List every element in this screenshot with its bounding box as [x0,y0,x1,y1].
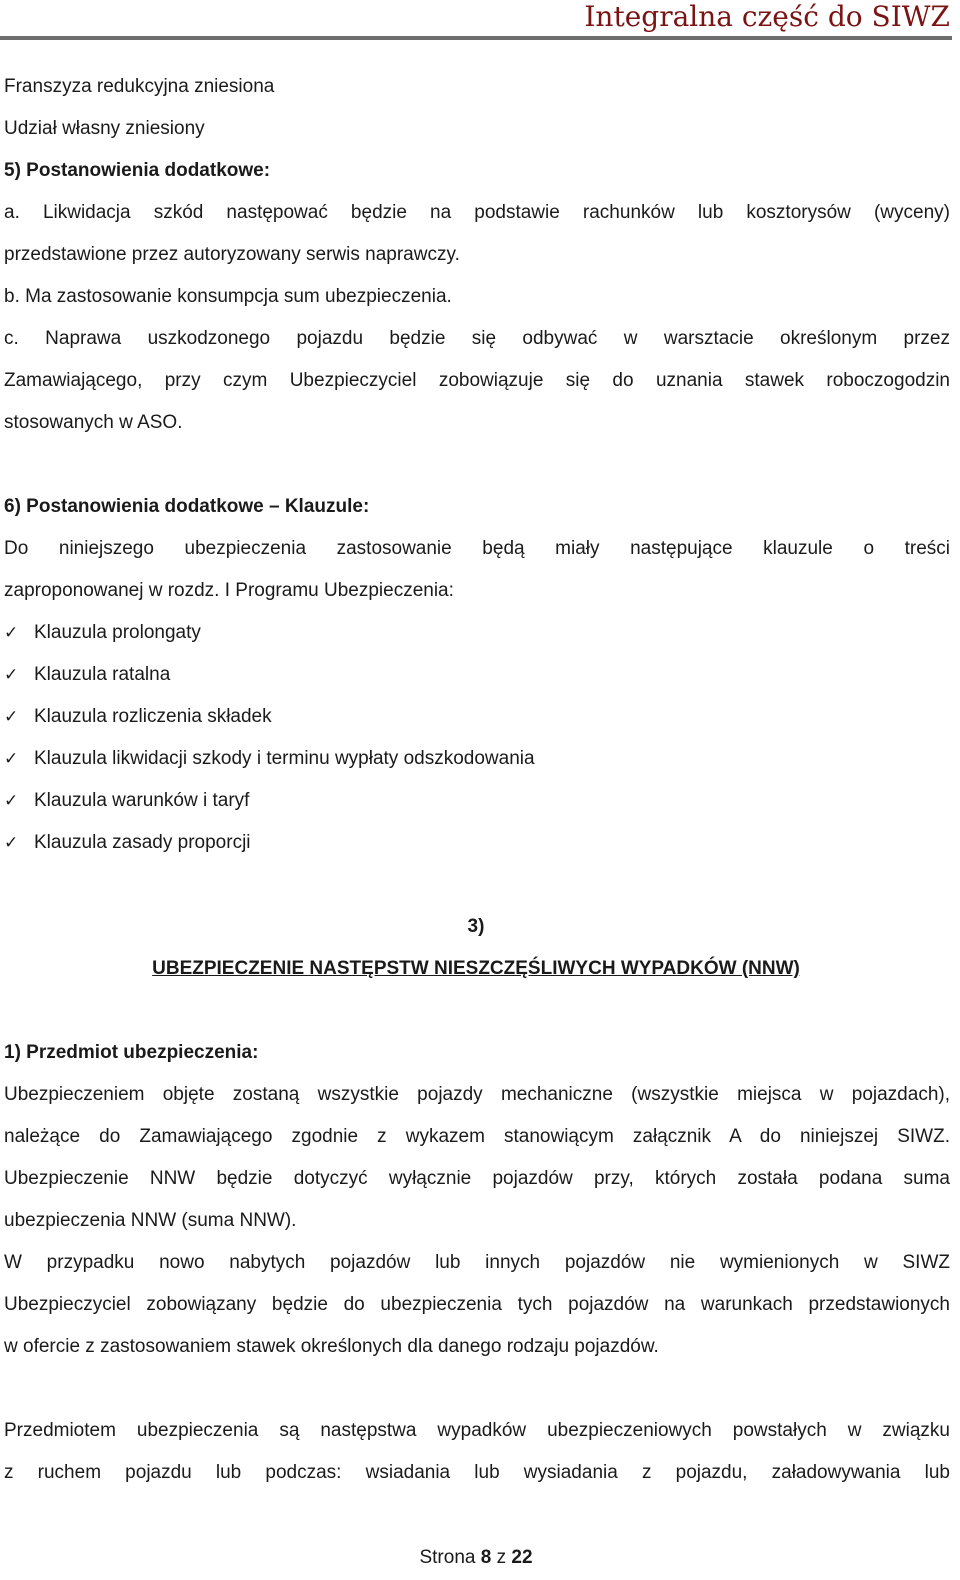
text-line: Udział własny zniesiony [4,118,205,139]
checkmark-icon: ✓ [4,833,19,853]
text-line: Do niniejszego ubezpieczenia zastosowanie będą miały następujące klauzule o treści [4,538,950,559]
footer-page-number: 8 [480,1547,492,1568]
text-line: należące do Zamawiającego zgodnie z wykazem stanowiącym załącznik A do niniejszej SIWZ. [4,1126,950,1147]
clause-label: Klauzula warunków i taryf [34,790,250,811]
footer-separator: z [496,1547,507,1568]
clause-item [4,746,950,772]
section-heading: 6) Postanowienia dodatkowe – Klauzule: [4,496,370,517]
text-line: a. Likwidacja szkód następować będzie na podstawie rachunków lub kosztorysów (wyceny) [4,202,950,223]
text-line: Ubezpieczyciel zobowiązany będzie do ubezpieczenia tych pojazdów na warunkach przedstawionych [4,1294,950,1315]
text-line: ubezpieczenia NNW (suma NNW). [4,1210,297,1231]
clause-label: Klauzula rozliczenia składek [34,706,272,727]
text-line: Zamawiającego, przy czym Ubezpieczyciel zobowiązuje się do uznania stawek roboczogodzin [4,370,950,391]
checkmark-icon: ✓ [4,749,19,769]
checkmark-icon: ✓ [4,665,19,685]
clause-item [4,788,950,814]
text-line: z ruchem pojazdu lub podczas: wsiadania lub wysiadania z pojazdu, załadowywania lub [4,1462,950,1483]
section-number: 3) [467,916,485,937]
header-rule [0,36,952,40]
page-footer [0,1546,952,1570]
text-line: w ofercie z zastosowaniem stawek określonych dla danego rodzaju pojazdów. [4,1336,659,1357]
clause-label: Klauzula ratalna [34,664,171,685]
text-line: W przypadku nowo nabytych pojazdów lub innych pojazdów nie wymienionych w SIWZ [4,1252,950,1273]
clause-item [4,830,950,856]
footer-prefix: Strona [419,1547,476,1568]
text-line: stosowanych w ASO. [4,412,183,433]
text-line: b. Ma zastosowanie konsumpcja sum ubezpieczenia. [4,286,452,307]
clause-item [4,620,950,646]
clause-item [4,662,950,688]
section-title [0,956,952,982]
section-heading: 5) Postanowienia dodatkowe: [4,160,271,181]
subsection-heading: 1) Przedmiot ubezpieczenia: [4,1042,259,1063]
text-line: przedstawione przez autoryzowany serwis naprawczy. [4,244,460,265]
text-line: Ubezpieczenie NNW będzie dotyczyć wyłącznie pojazdów przy, których została podana suma [4,1168,950,1189]
page-header-title: Integralna część do SIWZ [584,0,950,33]
clause-label: Klauzula likwidacji szkody i terminu wypłaty odszkodowania [34,748,535,769]
clause-label: Klauzula prolongaty [34,622,201,643]
checkmark-icon: ✓ [4,623,19,643]
clause-label: Klauzula zasady proporcji [34,832,251,853]
section-title-text: UBEZPIECZENIE NASTĘPSTW NIESZCZĘŚLIWYCH WYPADKÓW (NNW) [152,958,800,979]
clause-item [4,704,950,730]
text-line: Przedmiotem ubezpieczenia są następstwa wypadków ubezpieczeniowych powstałych w związku [4,1420,950,1441]
text-line: zaproponowanej w rozdz. I Programu Ubezpieczenia: [4,580,454,601]
footer-total-pages: 22 [511,1547,533,1568]
checkmark-icon: ✓ [4,707,19,727]
text-line: c. Naprawa uszkodzonego pojazdu będzie się odbywać w warsztacie określonym przez [4,328,950,349]
checkmark-icon: ✓ [4,791,19,811]
text-line: Ubezpieczeniem objęte zostaną wszystkie pojazdy mechaniczne (wszystkie miejsca w pojazdach), [4,1084,950,1105]
text-line: Franszyza redukcyjna zniesiona [4,76,275,97]
